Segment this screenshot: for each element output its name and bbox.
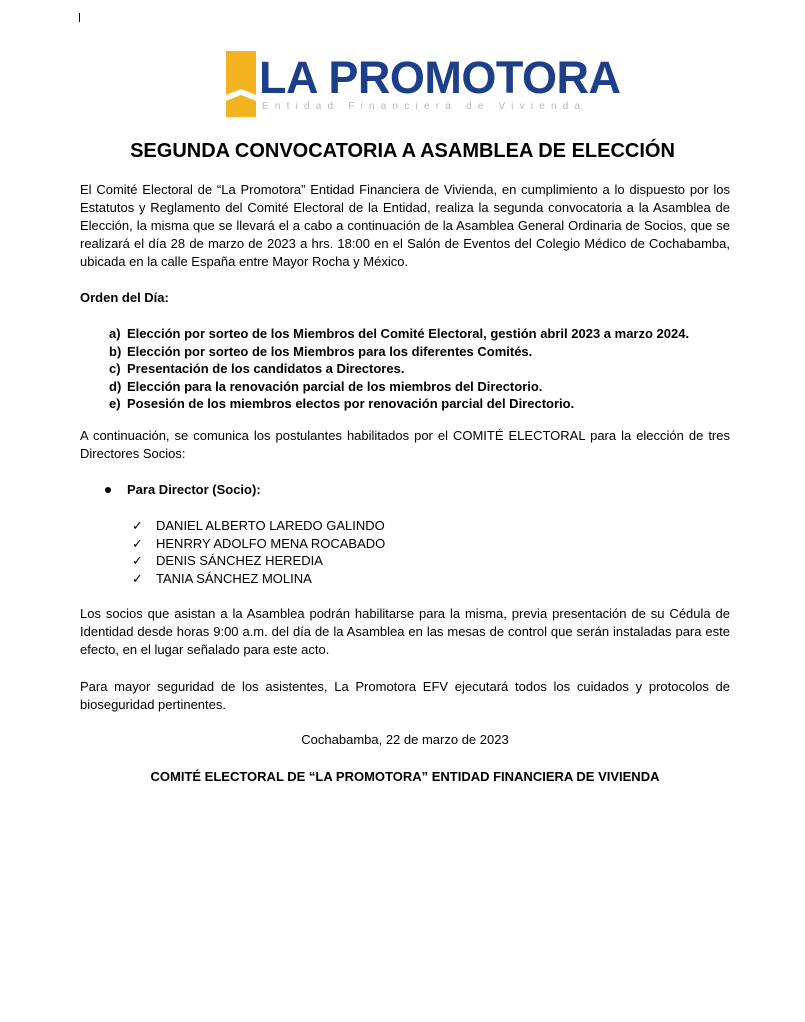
candidate-item bbox=[80, 535, 385, 553]
candidate-name: DENIS SÁNCHEZ HEREDIA bbox=[156, 553, 323, 569]
agenda-marker: c) bbox=[109, 361, 121, 377]
agenda-text: Elección para la renovación parcial de los miembros del Directorio. bbox=[127, 378, 543, 394]
candidate-item bbox=[80, 552, 385, 570]
candidate-name: TANIA SÁNCHEZ MOLINA bbox=[156, 570, 312, 586]
document-title: SEGUNDA CONVOCATORIA A ASAMBLEA DE ELECCIÓN bbox=[130, 140, 675, 162]
logo-tagline: Entidad Financiera de Vivienda bbox=[262, 101, 587, 112]
agenda-marker: e) bbox=[109, 396, 121, 412]
agenda-item bbox=[80, 343, 740, 361]
agenda-item bbox=[80, 360, 740, 378]
signature-line: COMITÉ ELECTORAL DE “LA PROMOTORA” ENTIDAD FINANCIERA DE VIVIENDA bbox=[150, 769, 660, 784]
bullet-icon bbox=[105, 487, 111, 493]
logo-name: LA PROMOTORA bbox=[259, 52, 621, 103]
registration-paragraph: Los socios que asistan a la Asamblea podrán habilitarse para la misma, previa presentación de su Cédula de Identidad desde horas 9:00 a.m. del día de la Asamblea en las mesas de control que serán instaladas para este efecto, en el lugar señalado para este acto. bbox=[80, 606, 730, 657]
candidate-name: HENRRY ADOLFO MENA ROCABADO bbox=[156, 535, 386, 551]
biosecurity-paragraph: Para mayor seguridad de los asistentes, La Promotora EFV ejecutará todos los cuidados y protocolos de bioseguridad pertinentes. bbox=[80, 679, 730, 712]
candidate-item bbox=[80, 570, 385, 588]
candidate-name: DANIEL ALBERTO LAREDO GALINDO bbox=[156, 518, 385, 533]
intro-paragraph: El Comité Electoral de “La Promotora” Entidad Financiera de Vivienda, en cumplimiento a lo dispuesto por los Estatutos y Reglamento del Comité Electoral de la Entidad, realiza la segunda convocatoria a la Asamblea de Elección, la misma que se llevará el a cabo a continuación de la Asamblea General Ordinaria de Socios, que se realizará el día 28 de marzo de 2023 a hrs. 18:00 en el Salón de Eventos del Colegio Médico de Cochabamba, ubicada en la calle España entre Mayor Rocha y México. bbox=[80, 182, 730, 269]
checkmark-icon: ✓ bbox=[132, 518, 143, 533]
house-logo-icon bbox=[226, 51, 256, 117]
agenda-heading: Orden del Día: bbox=[80, 290, 169, 305]
candidate-item bbox=[80, 517, 385, 535]
checkmark-icon: ✓ bbox=[132, 535, 143, 551]
agenda-marker: b) bbox=[109, 343, 122, 359]
candidates-list bbox=[80, 517, 385, 587]
agenda-item bbox=[80, 325, 740, 343]
company-logo bbox=[226, 51, 621, 117]
checkmark-icon: ✓ bbox=[132, 570, 143, 586]
agenda-item bbox=[80, 395, 740, 413]
place-date: Cochabamba, 22 de marzo de 2023 bbox=[301, 732, 509, 747]
agenda-marker: d) bbox=[109, 378, 122, 394]
candidates-intro-paragraph: A continuación, se comunica los postulantes habilitados por el COMITÉ ELECTORAL para la elección de tres Directores Socios: bbox=[80, 428, 730, 461]
text-cursor bbox=[79, 13, 80, 22]
agenda-marker: a) bbox=[109, 326, 121, 341]
agenda-text: Posesión de los miembros electos por renovación parcial del Directorio. bbox=[127, 396, 575, 412]
candidates-heading: Para Director (Socio): bbox=[127, 482, 261, 497]
agenda-text: Elección por sorteo de los Miembros del Comité Electoral, gestión abril 2023 a marzo 2024. bbox=[127, 326, 690, 341]
agenda-list bbox=[80, 325, 740, 413]
checkmark-icon: ✓ bbox=[132, 553, 143, 569]
agenda-item bbox=[80, 378, 740, 396]
agenda-text: Elección por sorteo de los Miembros para los diferentes Comités. bbox=[127, 343, 533, 359]
agenda-text: Presentación de los candidatos a Directores. bbox=[127, 361, 405, 377]
